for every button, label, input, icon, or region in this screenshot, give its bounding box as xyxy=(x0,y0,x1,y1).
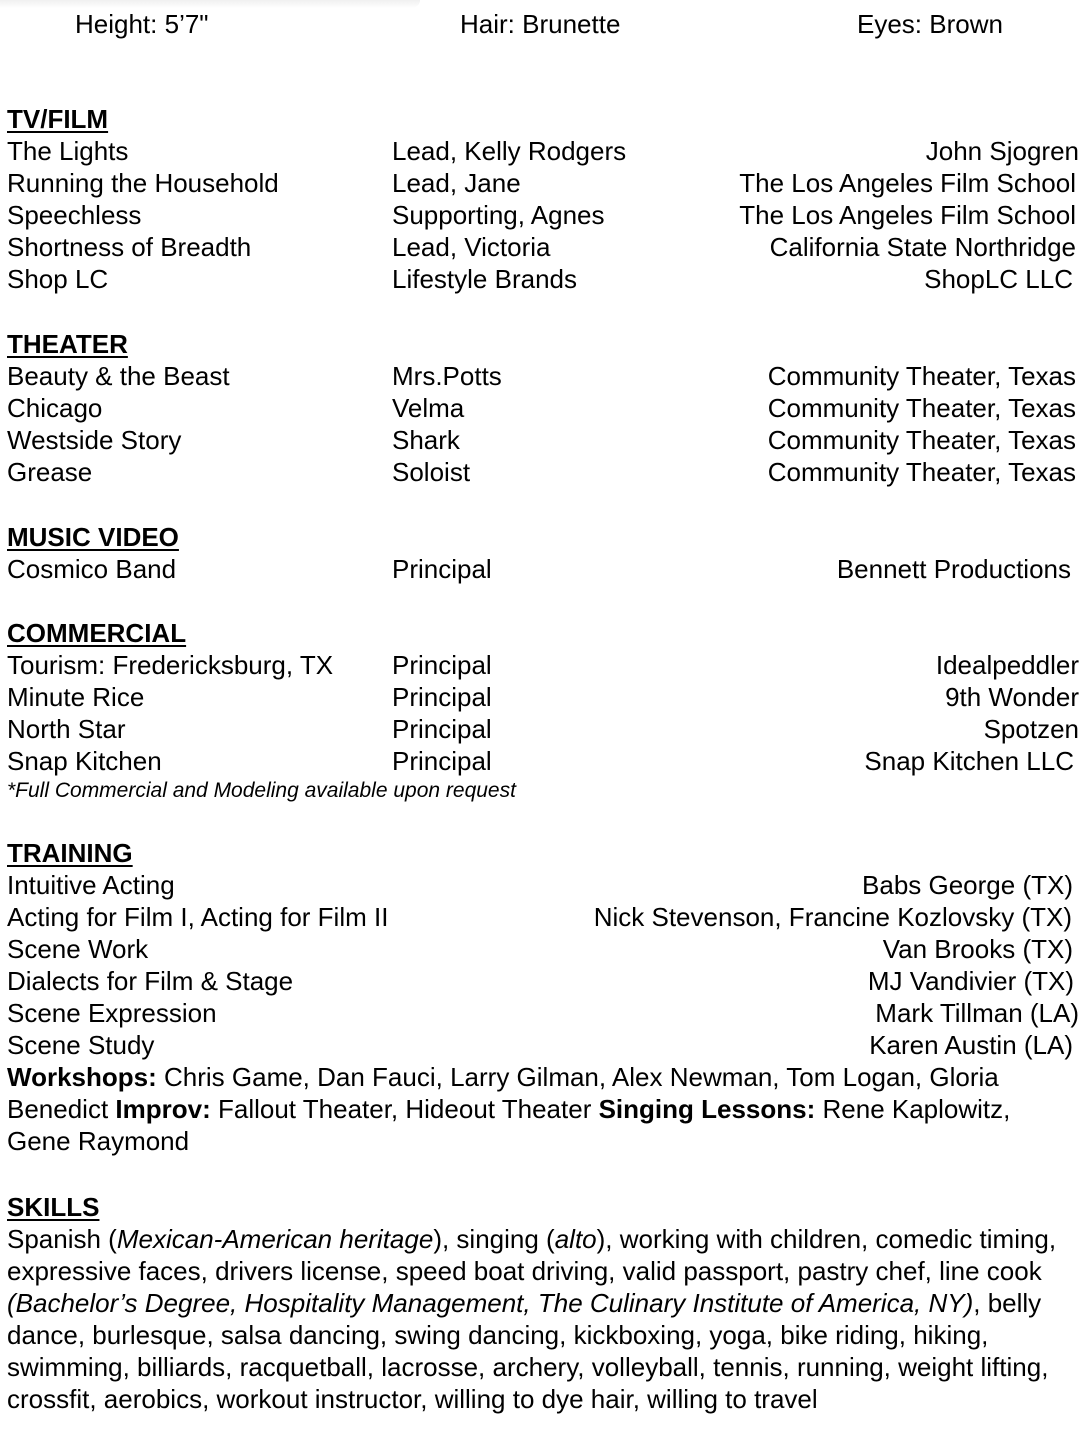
credit-role: Supporting, Agnes xyxy=(392,200,605,230)
training-course: Scene Work xyxy=(7,934,149,964)
training-teacher: Mark Tillman (LA) xyxy=(875,998,1079,1028)
credit-row xyxy=(7,263,1079,295)
credit-row xyxy=(7,199,1079,231)
training-row xyxy=(7,965,1079,997)
credit-role: Mrs.Potts xyxy=(392,361,502,391)
credit-row xyxy=(7,553,1079,585)
credit-title: Minute Rice xyxy=(7,682,145,712)
credit-title: Running the Household xyxy=(7,168,279,198)
credit-row xyxy=(7,360,1079,392)
credit-company: John Sjogren xyxy=(925,136,1079,166)
tvfilm-heading: TV/FILM xyxy=(7,104,109,134)
credit-title: Speechless xyxy=(7,200,142,230)
training-course: Scene Study xyxy=(7,1030,155,1060)
credit-company: Idealpeddler xyxy=(935,650,1079,680)
music-video-section xyxy=(7,521,1079,585)
training-teacher: Van Brooks (TX) xyxy=(882,934,1073,964)
skills-heading: SKILLS xyxy=(7,1192,100,1222)
skills-text: Spanish ( xyxy=(7,1224,117,1254)
credit-company: Snap Kitchen LLC xyxy=(864,746,1074,776)
training-row xyxy=(7,1029,1079,1061)
credit-title: Chicago xyxy=(7,393,103,423)
credit-company: Community Theater, Texas xyxy=(767,361,1076,391)
eyes-stat: Eyes: Brown xyxy=(857,9,1003,39)
training-extra-paragraph xyxy=(7,1061,1077,1157)
commercial-heading: COMMERCIAL xyxy=(7,618,187,648)
commercial-section xyxy=(7,617,1079,805)
credit-company: California State Northridge xyxy=(769,232,1076,262)
credit-row xyxy=(7,392,1079,424)
credit-title: Shop LC xyxy=(7,264,109,294)
credit-company: The Los Angeles Film School xyxy=(739,200,1076,230)
credit-company: The Los Angeles Film School xyxy=(739,168,1076,198)
credit-row xyxy=(7,713,1079,745)
music-video-heading: MUSIC VIDEO xyxy=(7,522,179,552)
workshops-label: Workshops: xyxy=(7,1062,157,1092)
tvfilm-section xyxy=(7,103,1079,295)
training-teacher: Babs George (TX) xyxy=(862,870,1073,900)
height-stat: Height: 5’7" xyxy=(75,9,209,39)
credit-role: Principal xyxy=(392,554,492,584)
credit-role: Lead, Jane xyxy=(392,168,521,198)
credit-row xyxy=(7,456,1079,488)
credit-company: Bennett Productions xyxy=(836,554,1071,584)
skills-section xyxy=(7,1191,1079,1415)
training-section xyxy=(7,837,1079,1157)
skills-italic: Mexican-American heritage xyxy=(116,1224,434,1254)
credit-row xyxy=(7,135,1079,167)
theater-section xyxy=(7,328,1079,488)
credit-company: Community Theater, Texas xyxy=(767,425,1076,455)
improv-label: Improv: xyxy=(115,1094,211,1124)
training-teacher: MJ Vandivier (TX) xyxy=(867,966,1074,996)
training-row xyxy=(7,901,1079,933)
skills-text: ), working with children, comedic timing, expressive faces, drivers license, speed boat driving, valid passport, pastry chef, line cook xyxy=(7,1224,1057,1286)
commercial-note: *Full Commercial and Modeling available upon request xyxy=(7,779,516,802)
training-teacher: Nick Stevenson, Francine Kozlovsky (TX) xyxy=(593,902,1072,932)
credit-row xyxy=(7,231,1079,263)
credit-role: Lifestyle Brands xyxy=(392,264,577,294)
training-row xyxy=(7,933,1079,965)
improv-text: Fallout Theater, Hideout Theater xyxy=(210,1094,599,1124)
hair-stat: Hair: Brunette xyxy=(460,9,621,39)
credit-title: Snap Kitchen xyxy=(7,746,162,776)
credit-row xyxy=(7,424,1079,456)
credit-row xyxy=(7,167,1079,199)
credit-role: Principal xyxy=(392,746,492,776)
credit-title: Beauty & the Beast xyxy=(7,361,230,391)
credit-role: Lead, Kelly Rodgers xyxy=(392,136,627,166)
credit-role: Shark xyxy=(392,425,460,455)
credit-title: Grease xyxy=(7,457,93,487)
training-course: Acting for Film I, Acting for Film II xyxy=(7,902,389,932)
singing-text: Rene Kaplowitz, Gene Raymond xyxy=(7,1094,1011,1156)
training-row xyxy=(7,997,1079,1029)
credit-title: The Lights xyxy=(7,136,129,166)
training-row xyxy=(7,869,1079,901)
credit-row xyxy=(7,649,1079,681)
credit-company: Community Theater, Texas xyxy=(767,457,1076,487)
credit-company: 9th Wonder xyxy=(945,682,1079,712)
credit-role: Soloist xyxy=(392,457,471,487)
credit-company: Spotzen xyxy=(983,714,1079,744)
credit-company: ShopLC LLC xyxy=(924,264,1073,294)
credit-title: Westside Story xyxy=(7,425,182,455)
credit-role: Principal xyxy=(392,714,492,744)
training-course: Intuitive Acting xyxy=(7,870,175,900)
stats-row xyxy=(0,8,1084,40)
credit-title: North Star xyxy=(7,714,126,744)
skills-italic: (Bachelor’s Degree, Hospitality Management, The Culinary Institute of America, NY) xyxy=(7,1288,974,1318)
credit-row xyxy=(7,745,1079,777)
credit-role: Principal xyxy=(392,650,492,680)
training-course: Dialects for Film & Stage xyxy=(7,966,294,996)
skills-paragraph xyxy=(7,1223,1077,1415)
skills-text: , belly dance, burlesque, salsa dancing, swing dancing, kickboxing, yoga, bike riding, hiking, swimming, billiards, racquetball, lacrosse, archery, volleyball, tennis, running, weight lifting, crossfit, aerobics, workout instructor, willing to dye hair, willing to travel xyxy=(7,1288,1049,1414)
training-teacher: Karen Austin (LA) xyxy=(869,1030,1073,1060)
credit-role: Principal xyxy=(392,682,492,712)
top-shadow xyxy=(0,0,420,8)
credit-title: Shortness of Breadth xyxy=(7,232,252,262)
credit-role: Lead, Victoria xyxy=(392,232,551,262)
credit-row xyxy=(7,681,1079,713)
credit-role: Velma xyxy=(392,393,465,423)
training-course: Scene Expression xyxy=(7,998,217,1028)
theater-heading: THEATER xyxy=(7,329,128,359)
credit-company: Community Theater, Texas xyxy=(767,393,1076,423)
training-heading: TRAINING xyxy=(7,838,133,868)
workshops-text: Chris Game, Dan Fauci, Larry Gilman, Alex Newman, Tom Logan, Gloria Benedict xyxy=(7,1062,999,1124)
singing-label: Singing Lessons: xyxy=(598,1094,816,1124)
skills-text: ), singing ( xyxy=(433,1224,555,1254)
credit-title: Cosmico Band xyxy=(7,554,177,584)
skills-italic: alto xyxy=(554,1224,597,1254)
credit-title: Tourism: Fredericksburg, TX xyxy=(7,650,334,680)
